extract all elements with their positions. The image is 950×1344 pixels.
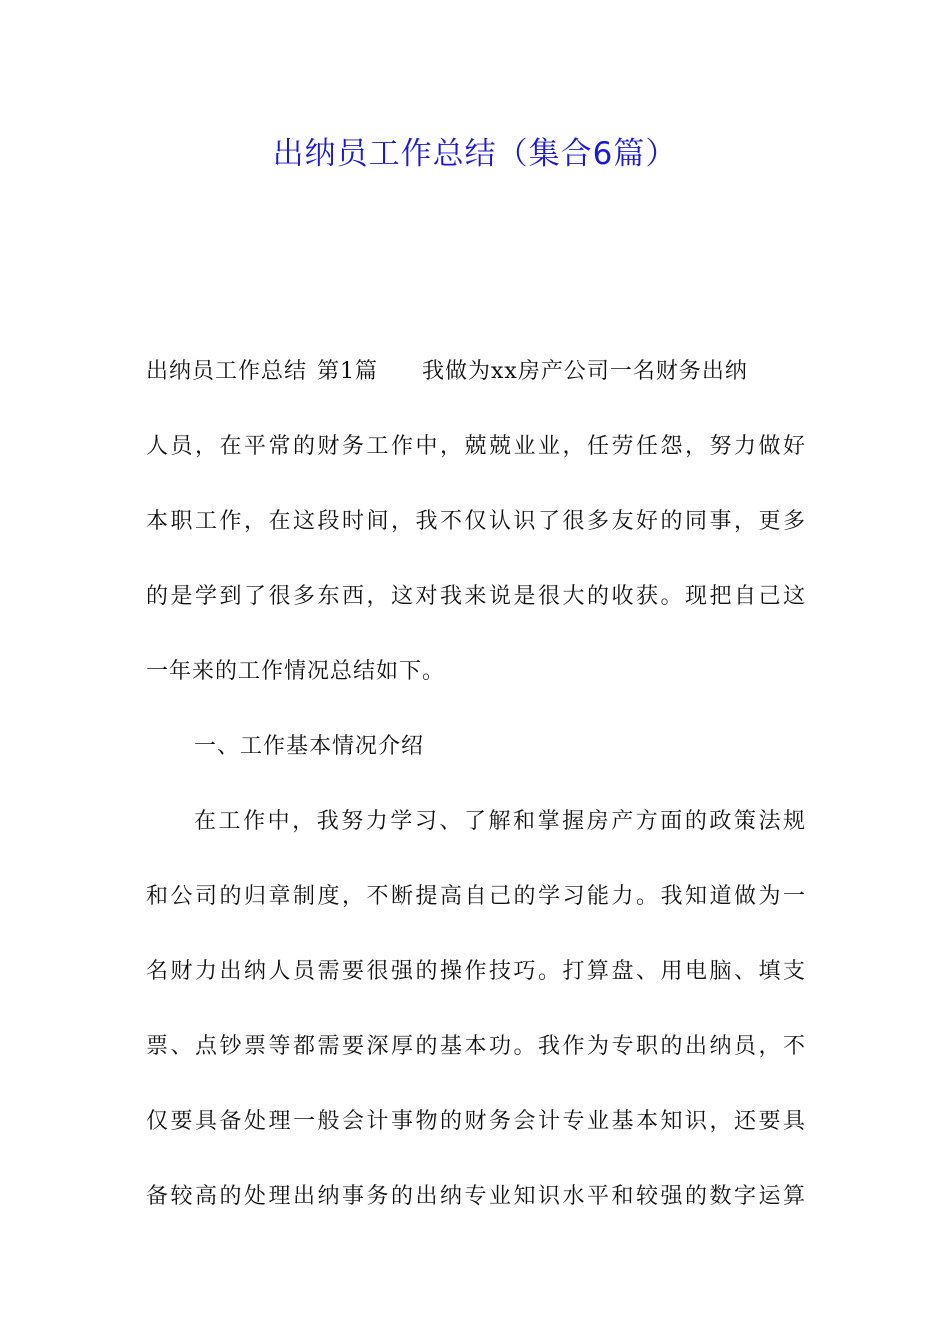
paragraph-line-4: 的是学到了很多东西，这对我来说是很大的收获。现把自己这 bbox=[146, 584, 806, 609]
paragraph-line-2: 人员，在平常的财务工作中，兢兢业业，任劳任怨，努力做好 bbox=[146, 434, 806, 459]
paragraph-line-3: 本职工作，在这段时间，我不仅认识了很多友好的同事，更多 bbox=[146, 509, 806, 534]
section-number: 第1篇 bbox=[317, 359, 379, 384]
paragraph-line-9: 名财力出纳人员需要很强的操作技巧。打算盘、用电脑、填支 bbox=[146, 959, 806, 984]
paragraph-line-7: 在工作中，我努力学习、了解和掌握房产方面的政策法规 bbox=[194, 809, 806, 834]
paragraph-line-1 bbox=[146, 334, 806, 409]
paragraph-line-5: 一年来的工作情况总结如下。 bbox=[146, 659, 446, 684]
paragraph-text: 我做为xx房产公司一名财务出纳 bbox=[422, 359, 748, 384]
section-heading: 一、工作基本情况介绍 bbox=[194, 734, 425, 759]
section-label: 出纳员工作总结 bbox=[146, 359, 308, 384]
paragraph-line-12: 备较高的处理出纳事务的出纳专业知识水平和较强的数字运算 bbox=[146, 1184, 806, 1209]
paragraph-line-11: 仅要具备处理一般会计事物的财务会计专业基本知识，还要具 bbox=[146, 1109, 806, 1134]
document-body bbox=[146, 334, 806, 1234]
document-title: 出纳员工作总结（集合6篇） bbox=[272, 136, 678, 172]
paragraph-line-8: 和公司的归章制度，不断提高自己的学习能力。我知道做为一 bbox=[146, 884, 806, 909]
paragraph-line-10: 票、点钞票等都需要深厚的基本功。我作为专职的出纳员，不 bbox=[146, 1034, 806, 1059]
